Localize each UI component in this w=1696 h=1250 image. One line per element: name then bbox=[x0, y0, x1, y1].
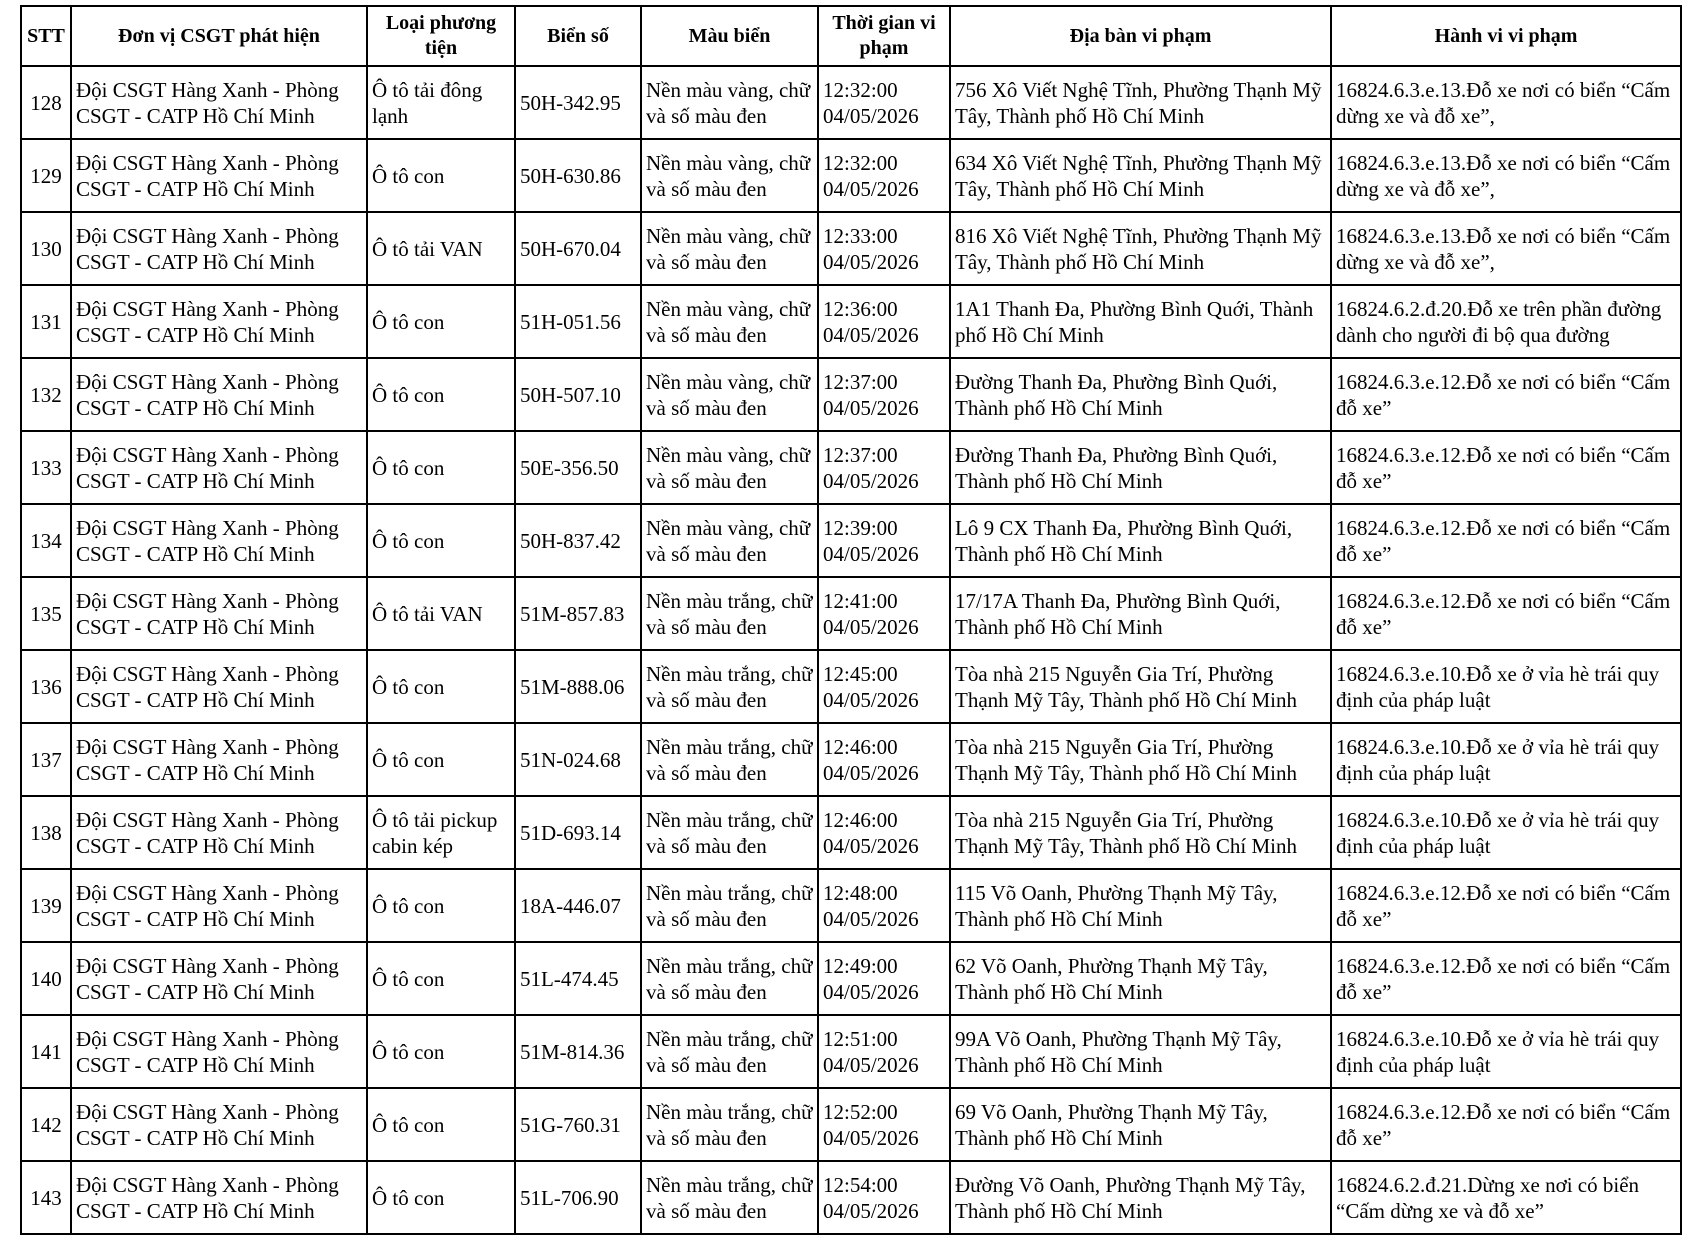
row-time-cell: 12:51:00 04/05/2026 bbox=[818, 1015, 950, 1088]
row-time-cell: 12:46:00 04/05/2026 bbox=[818, 796, 950, 869]
row-unit-cell: Đội CSGT Hàng Xanh - Phòng CSGT - CATP Hồ Chí Minh bbox=[71, 723, 367, 796]
row-location-cell: Tòa nhà 215 Nguyễn Gia Trí, Phường Thạnh Mỹ Tây, Thành phố Hồ Chí Minh bbox=[950, 723, 1331, 796]
table-row bbox=[21, 285, 1681, 358]
row-unit-cell: Đội CSGT Hàng Xanh - Phòng CSGT - CATP Hồ Chí Minh bbox=[71, 869, 367, 942]
row-plate-cell: 50H-507.10 bbox=[515, 358, 641, 431]
row-time-cell: 12:37:00 04/05/2026 bbox=[818, 431, 950, 504]
row-vehicle-type-cell: Ô tô con bbox=[367, 431, 515, 504]
row-violation-cell: 16824.6.3.e.10.Đỗ xe ở vỉa hè trái quy định của pháp luật bbox=[1331, 650, 1681, 723]
row-stt-cell: 136 bbox=[21, 650, 71, 723]
table-row bbox=[21, 139, 1681, 212]
table-body bbox=[21, 66, 1681, 1234]
row-stt-cell: 143 bbox=[21, 1161, 71, 1234]
header-unit: Đơn vị CSGT phát hiện bbox=[71, 6, 367, 66]
table-row bbox=[21, 577, 1681, 650]
row-time-cell: 12:32:00 04/05/2026 bbox=[818, 139, 950, 212]
row-plate-cell: 51L-474.45 bbox=[515, 942, 641, 1015]
row-location-cell: 17/17A Thanh Đa, Phường Bình Quới, Thành phố Hồ Chí Minh bbox=[950, 577, 1331, 650]
row-location-cell: 99A Võ Oanh, Phường Thạnh Mỹ Tây, Thành phố Hồ Chí Minh bbox=[950, 1015, 1331, 1088]
row-time-cell: 12:36:00 04/05/2026 bbox=[818, 285, 950, 358]
row-plate-color-cell: Nền màu vàng, chữ và số màu đen bbox=[641, 139, 818, 212]
row-plate-cell: 51N-024.68 bbox=[515, 723, 641, 796]
row-violation-cell: 16824.6.3.e.10.Đỗ xe ở vỉa hè trái quy định của pháp luật bbox=[1331, 1015, 1681, 1088]
row-violation-cell: 16824.6.3.e.12.Đỗ xe nơi có biển “Cấm đỗ xe” bbox=[1331, 1088, 1681, 1161]
row-vehicle-type-cell: Ô tô con bbox=[367, 869, 515, 942]
row-unit-cell: Đội CSGT Hàng Xanh - Phòng CSGT - CATP Hồ Chí Minh bbox=[71, 66, 367, 139]
row-stt-cell: 142 bbox=[21, 1088, 71, 1161]
row-plate-cell: 50H-630.86 bbox=[515, 139, 641, 212]
row-violation-cell: 16824.6.3.e.10.Đỗ xe ở vỉa hè trái quy định của pháp luật bbox=[1331, 723, 1681, 796]
row-plate-cell: 50H-342.95 bbox=[515, 66, 641, 139]
row-time-cell: 12:39:00 04/05/2026 bbox=[818, 504, 950, 577]
row-violation-cell: 16824.6.3.e.12.Đỗ xe nơi có biển “Cấm đỗ xe” bbox=[1331, 869, 1681, 942]
row-vehicle-type-cell: Ô tô con bbox=[367, 285, 515, 358]
row-plate-cell: 18A-446.07 bbox=[515, 869, 641, 942]
row-plate-cell: 51M-814.36 bbox=[515, 1015, 641, 1088]
row-vehicle-type-cell: Ô tô con bbox=[367, 504, 515, 577]
row-vehicle-type-cell: Ô tô tải VAN bbox=[367, 212, 515, 285]
row-time-cell: 12:46:00 04/05/2026 bbox=[818, 723, 950, 796]
table-row bbox=[21, 358, 1681, 431]
header-stt: STT bbox=[21, 6, 71, 66]
row-unit-cell: Đội CSGT Hàng Xanh - Phòng CSGT - CATP Hồ Chí Minh bbox=[71, 942, 367, 1015]
row-plate-color-cell: Nền màu vàng, chữ và số màu đen bbox=[641, 504, 818, 577]
row-stt-cell: 141 bbox=[21, 1015, 71, 1088]
row-violation-cell: 16824.6.2.đ.21.Dừng xe nơi có biển “Cấm dừng xe và đỗ xe” bbox=[1331, 1161, 1681, 1234]
row-stt-cell: 139 bbox=[21, 869, 71, 942]
row-plate-color-cell: Nền màu trắng, chữ và số màu đen bbox=[641, 577, 818, 650]
row-violation-cell: 16824.6.3.e.12.Đỗ xe nơi có biển “Cấm đỗ xe” bbox=[1331, 431, 1681, 504]
row-plate-color-cell: Nền màu vàng, chữ và số màu đen bbox=[641, 358, 818, 431]
table-row bbox=[21, 431, 1681, 504]
table-row bbox=[21, 1015, 1681, 1088]
row-vehicle-type-cell: Ô tô tải VAN bbox=[367, 577, 515, 650]
row-location-cell: Lô 9 CX Thanh Đa, Phường Bình Quới, Thành phố Hồ Chí Minh bbox=[950, 504, 1331, 577]
table-header bbox=[21, 6, 1681, 66]
row-location-cell: 115 Võ Oanh, Phường Thạnh Mỹ Tây, Thành phố Hồ Chí Minh bbox=[950, 869, 1331, 942]
header-vehicle-type: Loại phương tiện bbox=[367, 6, 515, 66]
row-violation-cell: 16824.6.3.e.12.Đỗ xe nơi có biển “Cấm đỗ xe” bbox=[1331, 358, 1681, 431]
row-plate-color-cell: Nền màu trắng, chữ và số màu đen bbox=[641, 1015, 818, 1088]
row-unit-cell: Đội CSGT Hàng Xanh - Phòng CSGT - CATP Hồ Chí Minh bbox=[71, 1088, 367, 1161]
row-vehicle-type-cell: Ô tô con bbox=[367, 723, 515, 796]
row-unit-cell: Đội CSGT Hàng Xanh - Phòng CSGT - CATP Hồ Chí Minh bbox=[71, 504, 367, 577]
table-row bbox=[21, 942, 1681, 1015]
row-vehicle-type-cell: Ô tô con bbox=[367, 942, 515, 1015]
table-row bbox=[21, 723, 1681, 796]
row-stt-cell: 135 bbox=[21, 577, 71, 650]
row-location-cell: Đường Thanh Đa, Phường Bình Quới, Thành phố Hồ Chí Minh bbox=[950, 431, 1331, 504]
row-location-cell: Đường Thanh Đa, Phường Bình Quới, Thành phố Hồ Chí Minh bbox=[950, 358, 1331, 431]
violations-sheet bbox=[20, 5, 1680, 1243]
row-time-cell: 12:54:00 04/05/2026 bbox=[818, 1161, 950, 1234]
row-plate-color-cell: Nền màu vàng, chữ và số màu đen bbox=[641, 212, 818, 285]
row-plate-color-cell: Nền màu trắng, chữ và số màu đen bbox=[641, 1088, 818, 1161]
row-plate-color-cell: Nền màu vàng, chữ và số màu đen bbox=[641, 431, 818, 504]
row-unit-cell: Đội CSGT Hàng Xanh - Phòng CSGT - CATP Hồ Chí Minh bbox=[71, 139, 367, 212]
table-row bbox=[21, 650, 1681, 723]
row-plate-cell: 51L-706.90 bbox=[515, 1161, 641, 1234]
row-unit-cell: Đội CSGT Hàng Xanh - Phòng CSGT - CATP Hồ Chí Minh bbox=[71, 285, 367, 358]
row-plate-color-cell: Nền màu trắng, chữ và số màu đen bbox=[641, 1161, 818, 1234]
row-vehicle-type-cell: Ô tô con bbox=[367, 650, 515, 723]
table-row bbox=[21, 504, 1681, 577]
row-plate-cell: 51D-693.14 bbox=[515, 796, 641, 869]
row-unit-cell: Đội CSGT Hàng Xanh - Phòng CSGT - CATP Hồ Chí Minh bbox=[71, 212, 367, 285]
row-unit-cell: Đội CSGT Hàng Xanh - Phòng CSGT - CATP Hồ Chí Minh bbox=[71, 1161, 367, 1234]
header-row bbox=[21, 6, 1681, 66]
row-violation-cell: 16824.6.3.e.13.Đỗ xe nơi có biển “Cấm dừng xe và đỗ xe”, bbox=[1331, 139, 1681, 212]
row-location-cell: Đường Võ Oanh, Phường Thạnh Mỹ Tây, Thành phố Hồ Chí Minh bbox=[950, 1161, 1331, 1234]
row-plate-cell: 50E-356.50 bbox=[515, 431, 641, 504]
row-stt-cell: 140 bbox=[21, 942, 71, 1015]
header-time: Thời gian vi phạm bbox=[818, 6, 950, 66]
row-time-cell: 12:49:00 04/05/2026 bbox=[818, 942, 950, 1015]
row-plate-color-cell: Nền màu trắng, chữ và số màu đen bbox=[641, 723, 818, 796]
row-unit-cell: Đội CSGT Hàng Xanh - Phòng CSGT - CATP Hồ Chí Minh bbox=[71, 650, 367, 723]
row-plate-color-cell: Nền màu vàng, chữ và số màu đen bbox=[641, 66, 818, 139]
row-stt-cell: 138 bbox=[21, 796, 71, 869]
row-time-cell: 12:33:00 04/05/2026 bbox=[818, 212, 950, 285]
row-stt-cell: 132 bbox=[21, 358, 71, 431]
row-violation-cell: 16824.6.3.e.13.Đỗ xe nơi có biển “Cấm dừng xe và đỗ xe”, bbox=[1331, 66, 1681, 139]
row-location-cell: 69 Võ Oanh, Phường Thạnh Mỹ Tây, Thành phố Hồ Chí Minh bbox=[950, 1088, 1331, 1161]
row-plate-cell: 51M-857.83 bbox=[515, 577, 641, 650]
row-location-cell: Tòa nhà 215 Nguyễn Gia Trí, Phường Thạnh Mỹ Tây, Thành phố Hồ Chí Minh bbox=[950, 796, 1331, 869]
row-time-cell: 12:32:00 04/05/2026 bbox=[818, 66, 950, 139]
row-vehicle-type-cell: Ô tô tải đông lạnh bbox=[367, 66, 515, 139]
row-plate-cell: 51M-888.06 bbox=[515, 650, 641, 723]
row-vehicle-type-cell: Ô tô con bbox=[367, 358, 515, 431]
row-stt-cell: 129 bbox=[21, 139, 71, 212]
row-stt-cell: 137 bbox=[21, 723, 71, 796]
row-plate-color-cell: Nền màu trắng, chữ và số màu đen bbox=[641, 869, 818, 942]
row-plate-color-cell: Nền màu trắng, chữ và số màu đen bbox=[641, 796, 818, 869]
row-stt-cell: 134 bbox=[21, 504, 71, 577]
row-time-cell: 12:52:00 04/05/2026 bbox=[818, 1088, 950, 1161]
row-plate-cell: 50H-670.04 bbox=[515, 212, 641, 285]
table-row bbox=[21, 1161, 1681, 1234]
table-row bbox=[21, 66, 1681, 139]
row-location-cell: 62 Võ Oanh, Phường Thạnh Mỹ Tây, Thành phố Hồ Chí Minh bbox=[950, 942, 1331, 1015]
row-vehicle-type-cell: Ô tô tải pickup cabin kép bbox=[367, 796, 515, 869]
row-unit-cell: Đội CSGT Hàng Xanh - Phòng CSGT - CATP Hồ Chí Minh bbox=[71, 358, 367, 431]
row-plate-color-cell: Nền màu trắng, chữ và số màu đen bbox=[641, 650, 818, 723]
row-time-cell: 12:37:00 04/05/2026 bbox=[818, 358, 950, 431]
table-row bbox=[21, 796, 1681, 869]
row-vehicle-type-cell: Ô tô con bbox=[367, 1015, 515, 1088]
row-time-cell: 12:41:00 04/05/2026 bbox=[818, 577, 950, 650]
row-violation-cell: 16824.6.3.e.12.Đỗ xe nơi có biển “Cấm đỗ xe” bbox=[1331, 942, 1681, 1015]
row-unit-cell: Đội CSGT Hàng Xanh - Phòng CSGT - CATP Hồ Chí Minh bbox=[71, 431, 367, 504]
row-location-cell: Tòa nhà 215 Nguyễn Gia Trí, Phường Thạnh Mỹ Tây, Thành phố Hồ Chí Minh bbox=[950, 650, 1331, 723]
row-vehicle-type-cell: Ô tô con bbox=[367, 139, 515, 212]
row-vehicle-type-cell: Ô tô con bbox=[367, 1161, 515, 1234]
row-violation-cell: 16824.6.3.e.12.Đỗ xe nơi có biển “Cấm đỗ xe” bbox=[1331, 577, 1681, 650]
row-violation-cell: 16824.6.3.e.10.Đỗ xe ở vỉa hè trái quy định của pháp luật bbox=[1331, 796, 1681, 869]
row-location-cell: 816 Xô Viết Nghệ Tĩnh, Phường Thạnh Mỹ Tây, Thành phố Hồ Chí Minh bbox=[950, 212, 1331, 285]
row-stt-cell: 130 bbox=[21, 212, 71, 285]
table-row bbox=[21, 212, 1681, 285]
violations-table bbox=[20, 5, 1682, 1235]
row-violation-cell: 16824.6.3.e.12.Đỗ xe nơi có biển “Cấm đỗ xe” bbox=[1331, 504, 1681, 577]
row-vehicle-type-cell: Ô tô con bbox=[367, 1088, 515, 1161]
row-plate-cell: 50H-837.42 bbox=[515, 504, 641, 577]
header-location: Địa bàn vi phạm bbox=[950, 6, 1331, 66]
row-location-cell: 1A1 Thanh Đa, Phường Bình Quới, Thành phố Hồ Chí Minh bbox=[950, 285, 1331, 358]
row-plate-cell: 51H-051.56 bbox=[515, 285, 641, 358]
row-plate-color-cell: Nền màu trắng, chữ và số màu đen bbox=[641, 942, 818, 1015]
row-violation-cell: 16824.6.3.e.13.Đỗ xe nơi có biển “Cấm dừng xe và đỗ xe”, bbox=[1331, 212, 1681, 285]
row-time-cell: 12:45:00 04/05/2026 bbox=[818, 650, 950, 723]
row-stt-cell: 128 bbox=[21, 66, 71, 139]
row-plate-cell: 51G-760.31 bbox=[515, 1088, 641, 1161]
row-location-cell: 756 Xô Viết Nghệ Tĩnh, Phường Thạnh Mỹ Tây, Thành phố Hồ Chí Minh bbox=[950, 66, 1331, 139]
row-unit-cell: Đội CSGT Hàng Xanh - Phòng CSGT - CATP Hồ Chí Minh bbox=[71, 796, 367, 869]
header-plate-color: Màu biển bbox=[641, 6, 818, 66]
row-stt-cell: 133 bbox=[21, 431, 71, 504]
row-location-cell: 634 Xô Viết Nghệ Tĩnh, Phường Thạnh Mỹ Tây, Thành phố Hồ Chí Minh bbox=[950, 139, 1331, 212]
header-plate: Biển số bbox=[515, 6, 641, 66]
row-unit-cell: Đội CSGT Hàng Xanh - Phòng CSGT - CATP Hồ Chí Minh bbox=[71, 577, 367, 650]
row-violation-cell: 16824.6.2.đ.20.Đỗ xe trên phần đường dành cho người đi bộ qua đường bbox=[1331, 285, 1681, 358]
row-unit-cell: Đội CSGT Hàng Xanh - Phòng CSGT - CATP Hồ Chí Minh bbox=[71, 1015, 367, 1088]
header-violation: Hành vi vi phạm bbox=[1331, 6, 1681, 66]
row-stt-cell: 131 bbox=[21, 285, 71, 358]
row-time-cell: 12:48:00 04/05/2026 bbox=[818, 869, 950, 942]
table-row bbox=[21, 869, 1681, 942]
table-row bbox=[21, 1088, 1681, 1161]
row-plate-color-cell: Nền màu vàng, chữ và số màu đen bbox=[641, 285, 818, 358]
